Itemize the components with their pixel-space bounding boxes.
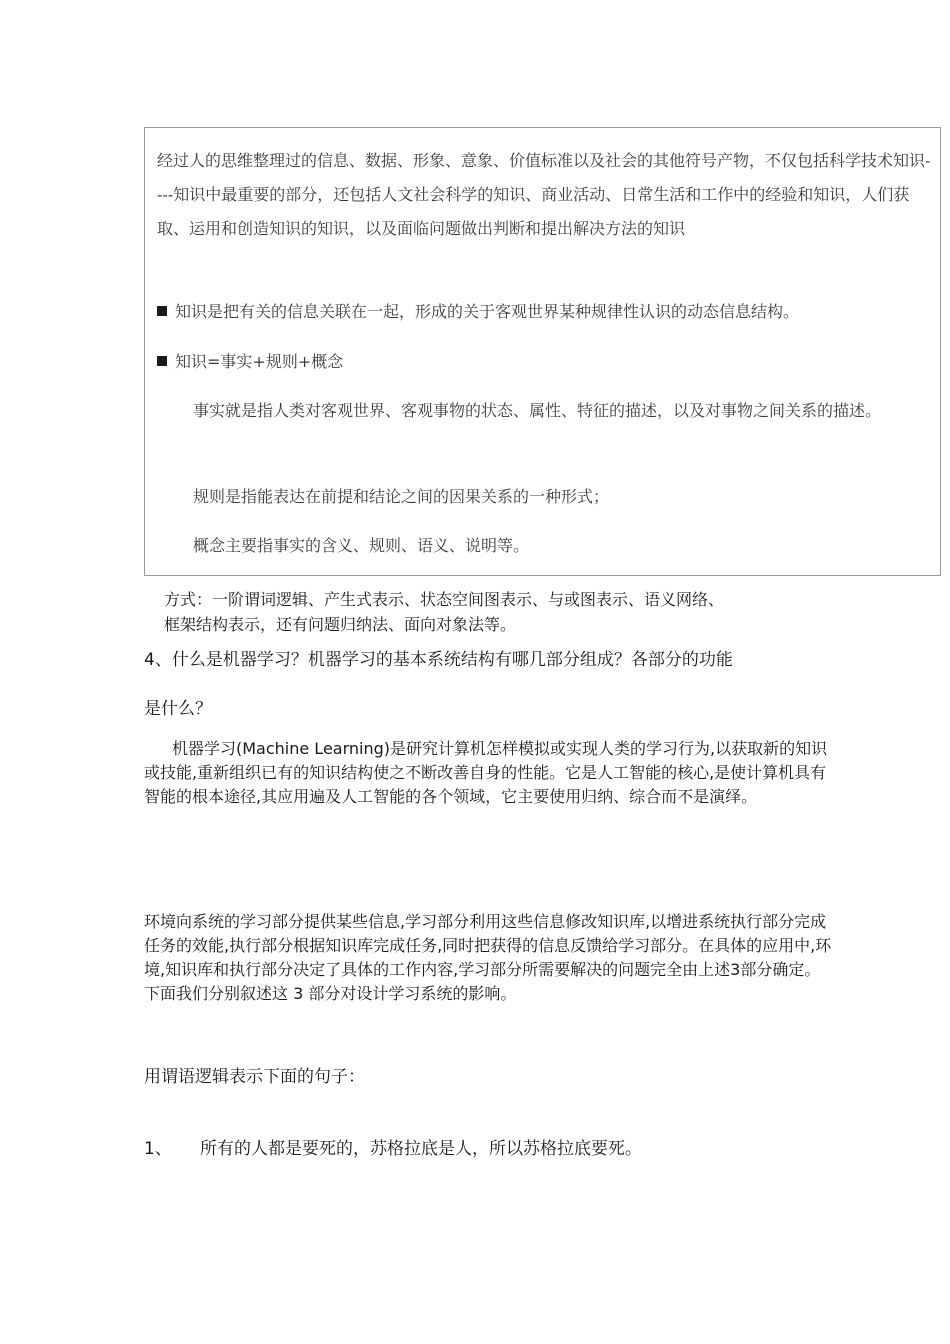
- system-description-paragraph: 环境向系统的学习部分提供某些信息,学习部分利用这些信息修改知识库,以增进系统执行部分完成任务的效能,执行部分根据知识库完成任务,同时把获得的信息反馈给学习部分。在具体的应用中,环境,知识库和执行部分决定了具体的工作内容,学习部分所需要解决的问题完全由上述3部分确定。下面我们分别叙述这 3 部分对设计学习系统的影响。: [144, 912, 832, 1003]
- knowledge-definition-text: 经过人的思维整理过的信息、数据、形象、意象、价值标准以及社会的其他符号产物，不仅包括科学技术知识----知识中最重要的部分，还包括人文社会科学的知识、商业活动、日常生活和工作中的经验和知识，人们获取、运用和创造知识的知识，以及面临问题做出判断和提出解决方法的知识: [157, 151, 931, 238]
- concept-paragraph: 概念主要指事实的含义、规则、语义、说明等。: [193, 536, 530, 555]
- question-4-line-1: 4、什么是机器学习？机器学习的基本系统结构有哪几部分组成？各部分的功能: [144, 650, 733, 670]
- ml-definition-paragraph: 机器学习(Machine Learning)是研究计算机怎样模拟或实现人类的学习行为,以获取新的知识或技能,重新组织已有的知识结构使之不断改善自身的性能。它是人工智能的核心,是使计算机具有智能的根本途径,其应用遍及人工智能的各个领域，它主要使用归纳、综合而不是演绎。: [144, 739, 828, 806]
- predicate-heading: 用谓语逻辑表示下面的句子：: [144, 1067, 365, 1087]
- methods-line-1: 方式：一阶谓词逻辑、产生式表示、状态空间图表示、与或图表示、语义网络、: [164, 590, 725, 609]
- rule-paragraph: 规则是指能表达在前提和结论之间的因果关系的一种形式；: [193, 487, 610, 506]
- sentence-1-text: 所有的人都是要死的，苏格拉底是人，所以苏格拉底要死。: [200, 1139, 642, 1159]
- square-bullet-icon: [157, 356, 167, 366]
- bullet-text: 知识是把有关的信息关联在一起，形成的关于客观世界某种规律性认识的动态信息结构。: [175, 302, 800, 321]
- question-4-line-2: 是什么？: [144, 699, 212, 719]
- bullet-text: 知识=事实+规则+概念: [175, 352, 344, 371]
- knowledge-definition-box: [144, 127, 941, 576]
- fact-paragraph: 事实就是指人类对客观世界、客观事物的状态、属性、特征的描述，以及对事物之间关系的描述。: [193, 401, 882, 420]
- knowledge-formula-bullet: [157, 350, 343, 374]
- knowledge-structure-bullet: [157, 300, 799, 324]
- sentence-1-number: 1、: [144, 1139, 172, 1159]
- methods-line-2: 框架结构表示，还有问题归纳法、面向对象法等。: [164, 615, 517, 634]
- square-bullet-icon: [157, 306, 167, 316]
